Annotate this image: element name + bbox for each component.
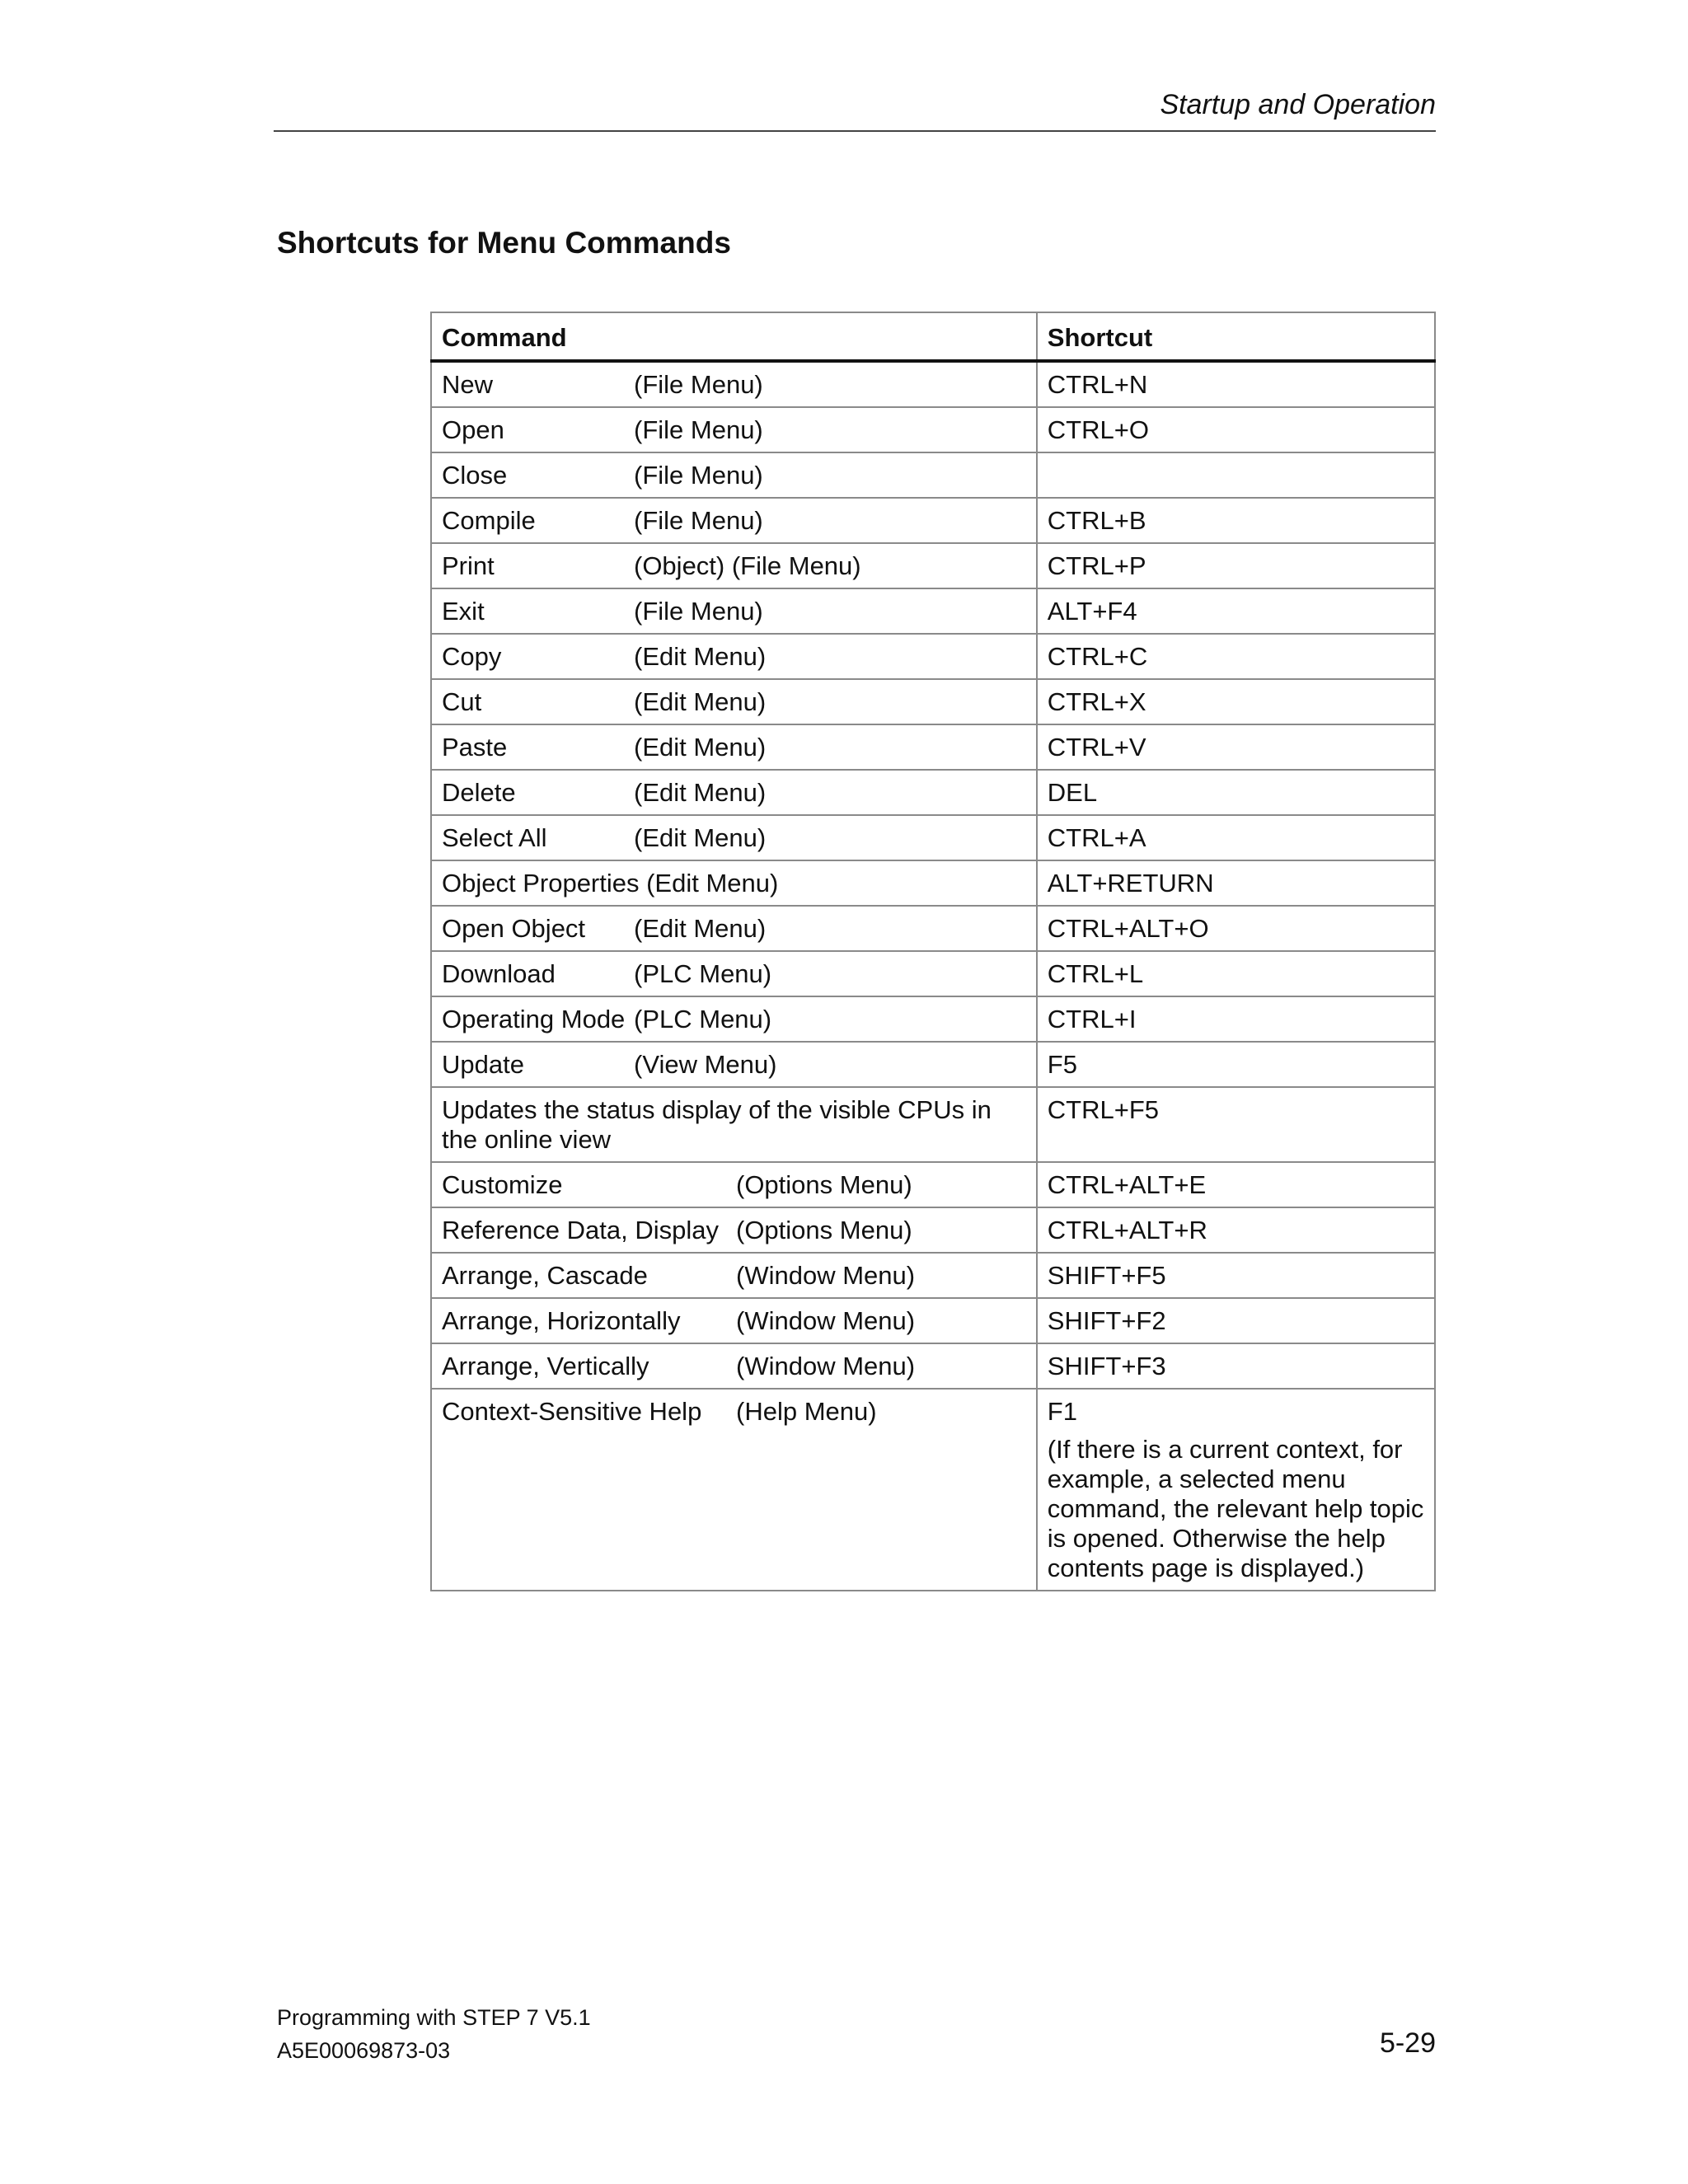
- command-name: Arrange, Horizontally: [442, 1306, 681, 1335]
- command-menu: (Edit Menu): [634, 733, 767, 762]
- table-row: [431, 407, 1435, 452]
- command-cell: [431, 1207, 1037, 1253]
- table-row: [431, 770, 1435, 815]
- command-cell: [431, 1253, 1037, 1298]
- table-row: [431, 543, 1435, 588]
- shortcuts-table: [430, 312, 1436, 1591]
- command-menu: (File Menu): [634, 370, 763, 399]
- table-header-row: [431, 312, 1435, 361]
- shortcut-cell: SHIFT+F2: [1037, 1298, 1435, 1343]
- command-menu: (PLC Menu): [634, 959, 772, 988]
- command-menu: (File Menu): [634, 461, 763, 490]
- command-cell: [431, 951, 1037, 996]
- shortcut-cell: SHIFT+F3: [1037, 1343, 1435, 1389]
- shortcut-cell: CTRL+B: [1037, 498, 1435, 543]
- table-row: [431, 1389, 1435, 1591]
- page-number: 5-29: [1379, 2027, 1436, 2059]
- command-menu: (Options Menu): [736, 1170, 912, 1199]
- command-name: Open: [442, 415, 504, 444]
- command-menu: (Edit Menu): [634, 642, 767, 671]
- shortcut-cell: CTRL+L: [1037, 951, 1435, 996]
- command-name: Arrange, Vertically: [442, 1352, 649, 1380]
- command-name: Operating Mode: [442, 1005, 626, 1033]
- table-row: [431, 906, 1435, 951]
- table-row: [431, 1042, 1435, 1087]
- table-row: [431, 815, 1435, 860]
- running-header: [274, 89, 1436, 132]
- command-menu: (PLC Menu): [634, 1005, 772, 1033]
- command-name: Cut: [442, 687, 482, 716]
- table-row: [431, 860, 1435, 906]
- shortcut-cell: ALT+F4: [1037, 588, 1435, 634]
- command-menu: (File Menu): [634, 597, 763, 626]
- command-name: New: [442, 370, 494, 399]
- command-cell: [431, 361, 1037, 407]
- command-cell: [431, 543, 1037, 588]
- command-cell: [431, 724, 1037, 770]
- command-name: Reference Data, Display: [442, 1216, 719, 1244]
- column-header-shortcut: Shortcut: [1037, 312, 1435, 361]
- command-menu: (Edit Menu): [634, 778, 767, 807]
- table-row: [431, 1298, 1435, 1343]
- command-menu: (Edit Menu): [634, 914, 767, 943]
- command-name: Open Object: [442, 914, 586, 943]
- shortcut-cell: F5: [1037, 1042, 1435, 1087]
- command-cell: [431, 815, 1037, 860]
- command-name: Update: [442, 1050, 524, 1079]
- table-row: [431, 951, 1435, 996]
- command-menu: (Help Menu): [736, 1397, 877, 1426]
- table-row: [431, 452, 1435, 498]
- shortcut-cell: DEL: [1037, 770, 1435, 815]
- command-cell: [431, 452, 1037, 498]
- command-menu: (Edit Menu): [634, 823, 767, 852]
- shortcut-cell: [1037, 1389, 1435, 1591]
- command-cell: [431, 588, 1037, 634]
- command-cell: [431, 1042, 1037, 1087]
- table-row: [431, 724, 1435, 770]
- command-name: Customize: [442, 1170, 563, 1199]
- shortcut-cell: CTRL+ALT+O: [1037, 906, 1435, 951]
- command-name: Arrange, Cascade: [442, 1261, 648, 1290]
- command-menu: (File Menu): [634, 506, 763, 535]
- command-cell: [431, 996, 1037, 1042]
- command-cell: [431, 407, 1037, 452]
- shortcut-cell: CTRL+O: [1037, 407, 1435, 452]
- shortcut-cell: CTRL+V: [1037, 724, 1435, 770]
- command-name: Context-Sensitive Help: [442, 1397, 702, 1426]
- shortcut-cell: CTRL+N: [1037, 361, 1435, 407]
- shortcut-cell: CTRL+ALT+E: [1037, 1162, 1435, 1207]
- command-menu: (Options Menu): [736, 1216, 912, 1244]
- command-cell: [431, 770, 1037, 815]
- command-cell: [431, 906, 1037, 951]
- table-row: [431, 1343, 1435, 1389]
- shortcut-cell: CTRL+ALT+R: [1037, 1207, 1435, 1253]
- shortcut-cell: CTRL+C: [1037, 634, 1435, 679]
- command-name: Print: [442, 551, 495, 580]
- table-row: [431, 679, 1435, 724]
- shortcut-key: F1: [1047, 1397, 1077, 1426]
- footer-doc-title: Programming with STEP 7 V5.1: [277, 2005, 591, 2030]
- command-cell: [431, 1298, 1037, 1343]
- command-cell: [431, 634, 1037, 679]
- command-name: Paste: [442, 733, 508, 762]
- command-menu: (Object) (File Menu): [634, 551, 861, 580]
- table-row: [431, 498, 1435, 543]
- shortcut-cell: CTRL+F5: [1037, 1087, 1435, 1162]
- shortcut-cell: [1037, 452, 1435, 498]
- table-row: [431, 361, 1435, 407]
- command-cell: [431, 1162, 1037, 1207]
- command-name: Compile: [442, 506, 536, 535]
- section-title: Shortcuts for Menu Commands: [277, 226, 731, 260]
- shortcut-cell: CTRL+A: [1037, 815, 1435, 860]
- shortcut-note: (If there is a current context, for example, a selected menu command, the relevant help topic is opened. Otherwise the help contents page is displayed.): [1047, 1435, 1424, 1582]
- running-header-title: Startup and Operation: [1160, 89, 1436, 120]
- command-cell: [431, 679, 1037, 724]
- command-name: Exit: [442, 597, 485, 626]
- command-menu: (Window Menu): [736, 1352, 916, 1380]
- shortcut-cell: ALT+RETURN: [1037, 860, 1435, 906]
- command-menu: (Edit Menu): [634, 687, 767, 716]
- command-menu: (File Menu): [634, 415, 763, 444]
- command-name: Copy: [442, 642, 502, 671]
- command-cell: Updates the status display of the visible CPUs in the online view: [431, 1087, 1037, 1162]
- command-cell: [431, 1389, 1037, 1591]
- footer-document-info: [277, 2001, 591, 2067]
- command-cell: Object Properties (Edit Menu): [431, 860, 1037, 906]
- command-name: Select All: [442, 823, 547, 852]
- column-header-command: Command: [431, 312, 1037, 361]
- table-row: [431, 634, 1435, 679]
- command-menu: (Window Menu): [736, 1306, 916, 1335]
- table-row: [431, 1253, 1435, 1298]
- command-menu: (View Menu): [634, 1050, 777, 1079]
- table-row: [431, 1162, 1435, 1207]
- command-menu: (Window Menu): [736, 1261, 916, 1290]
- command-name: Delete: [442, 778, 516, 807]
- command-name: Close: [442, 461, 508, 490]
- table-row: [431, 996, 1435, 1042]
- table-row: [431, 588, 1435, 634]
- table-row: [431, 1207, 1435, 1253]
- command-cell: [431, 1343, 1037, 1389]
- command-cell: [431, 498, 1037, 543]
- shortcut-cell: CTRL+I: [1037, 996, 1435, 1042]
- footer-doc-number: A5E00069873-03: [277, 2038, 451, 2063]
- shortcut-cell: CTRL+X: [1037, 679, 1435, 724]
- table-row: [431, 1087, 1435, 1162]
- shortcut-cell: SHIFT+F5: [1037, 1253, 1435, 1298]
- shortcut-cell: CTRL+P: [1037, 543, 1435, 588]
- command-name: Download: [442, 959, 556, 988]
